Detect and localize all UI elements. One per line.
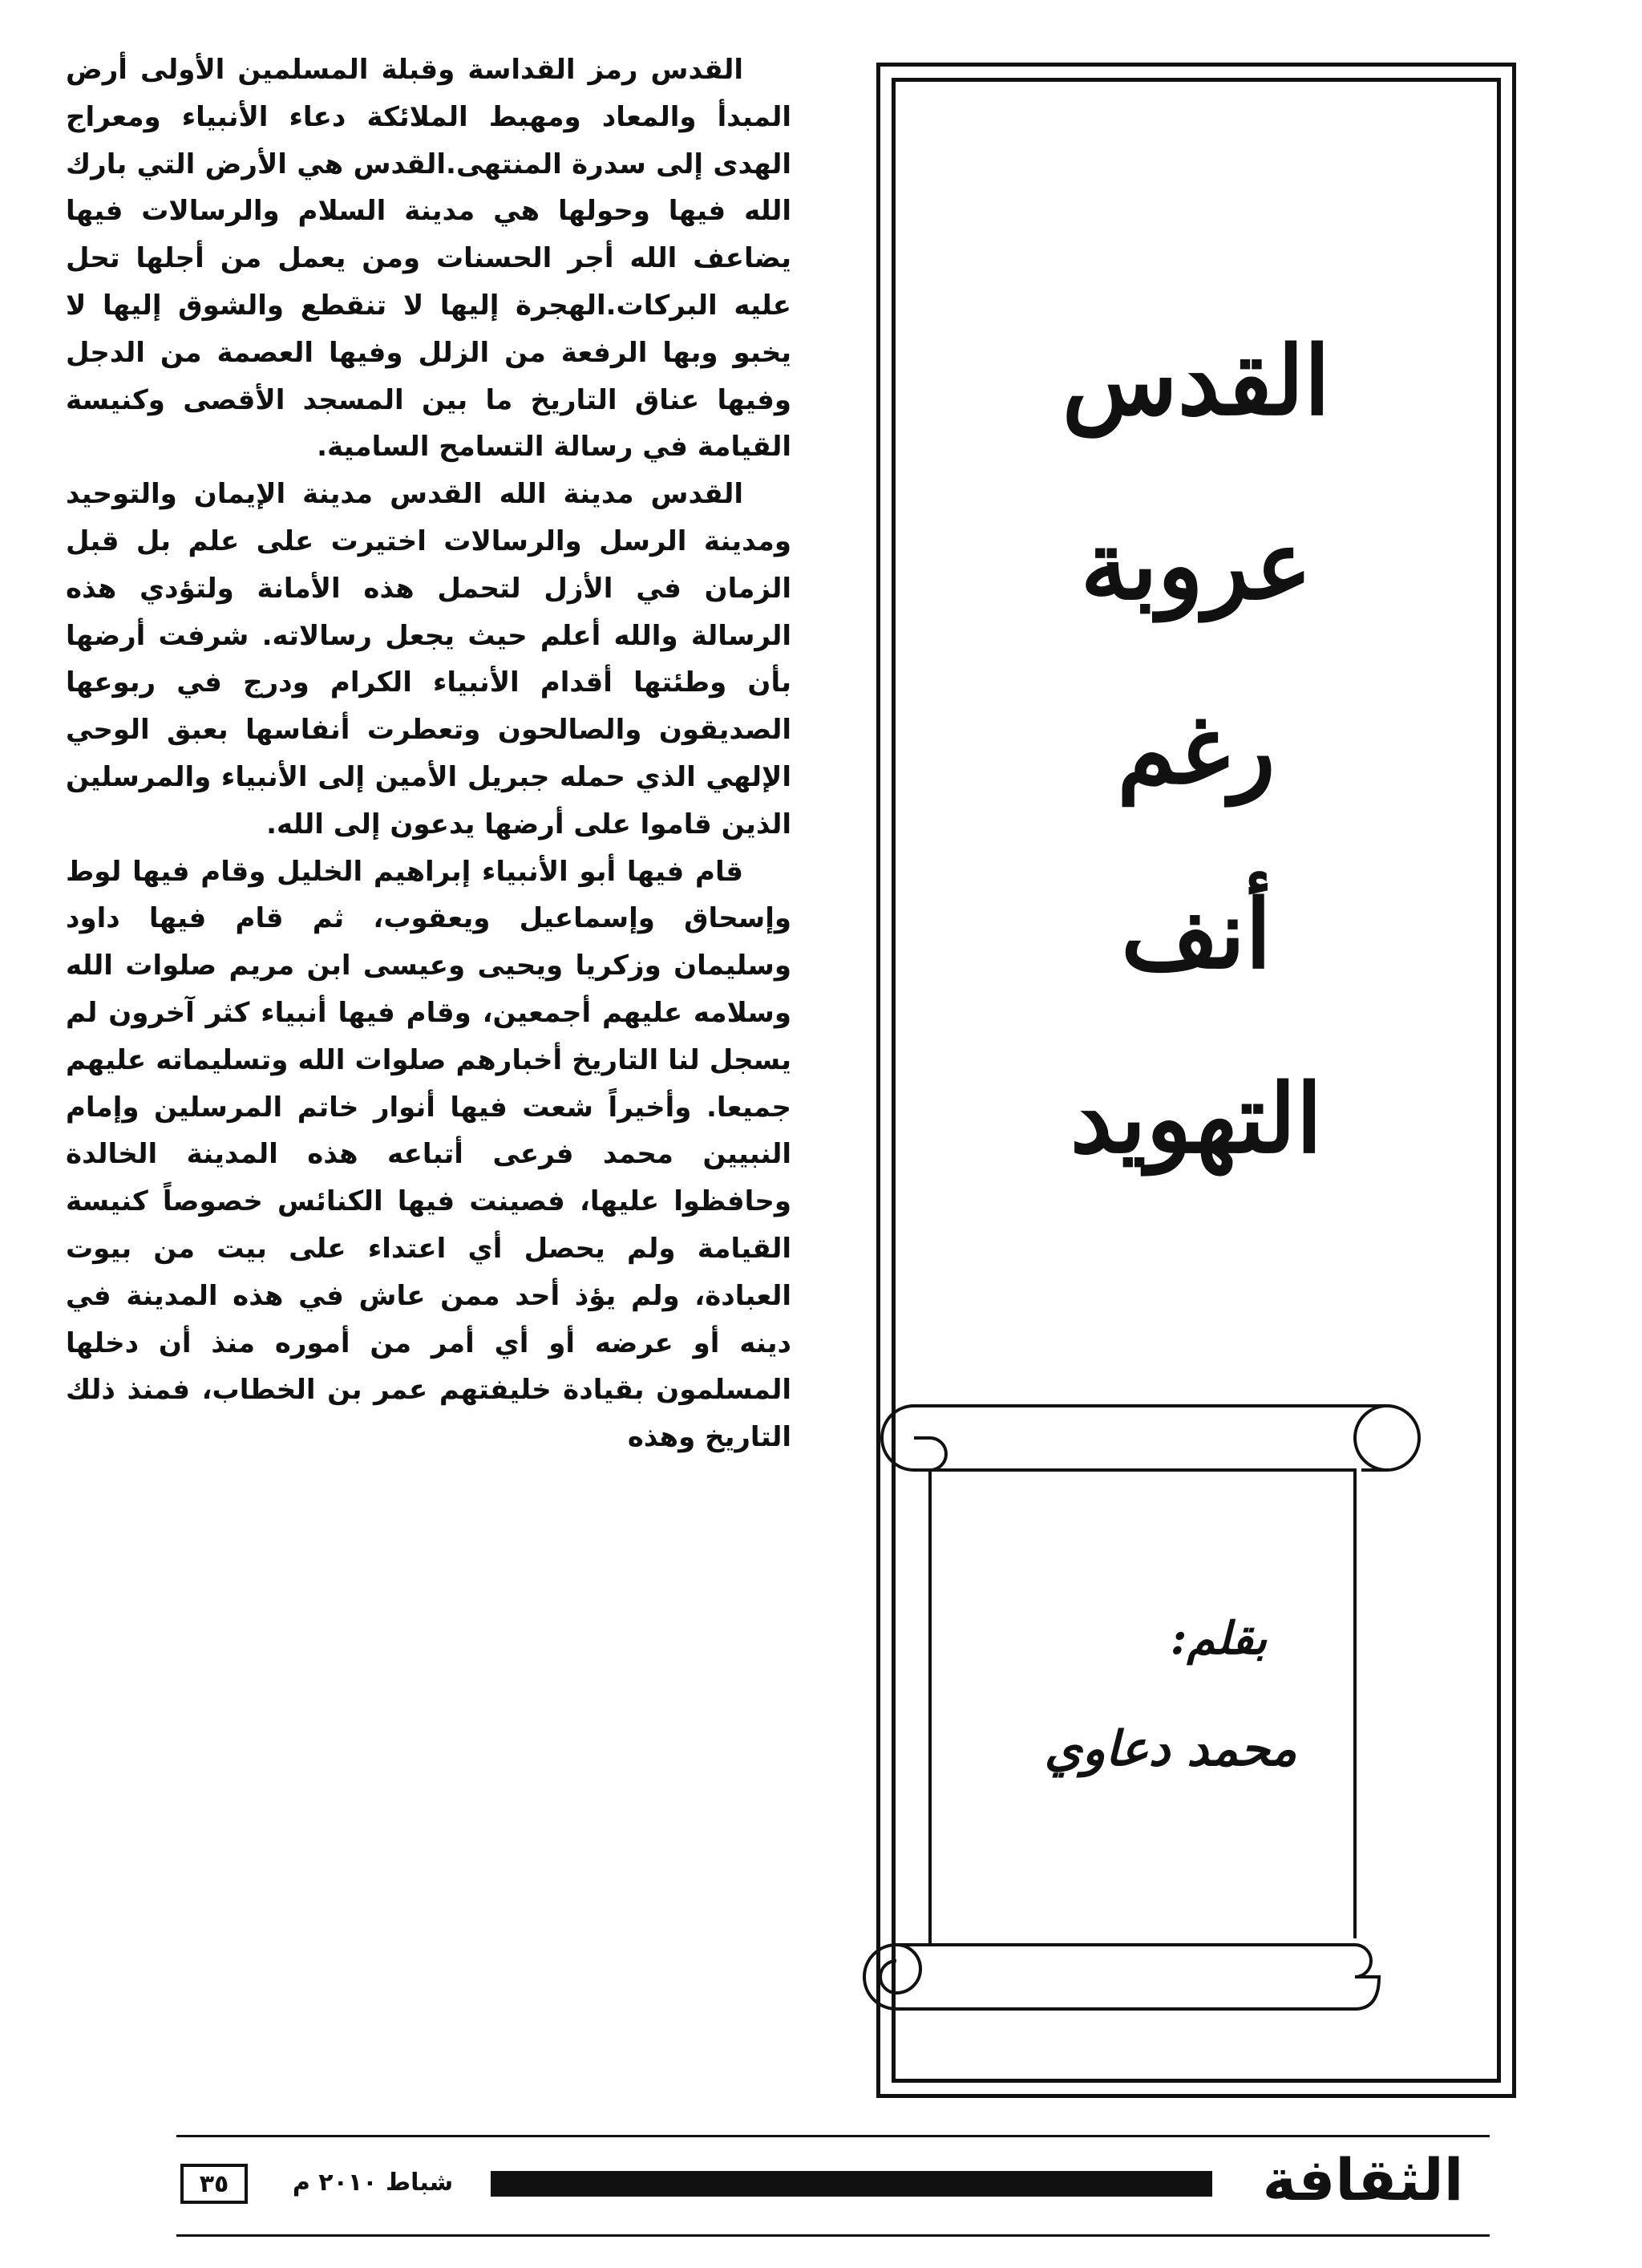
footer-bottom-rule bbox=[176, 2234, 1490, 2237]
title-word-3: رغم bbox=[1117, 694, 1276, 805]
article-body bbox=[66, 47, 791, 1461]
article-paragraph-1: القدس رمز القداسة وقبلة المسلمين الأولى أرض المبدأ والمعاد ومهبط الملائكة دعاء الأنبياء ومعراج الهدى إلى سدرة المنتهى.القدس هي الأرض التي بارك الله فيها وحولها هي مدينة السلام والرسالات فيها يضاعف الله أجر الحسنات ومن يعمل من أجلها تحل عليه البركات.الهجرة إليها لا تنقطع والشوق إليها لا يخبو وبها الرفعة من الزلل وفيها العصمة من الدجل وفيها عناق التاريخ ما بين المسجد الأقصى وكنيسة القيامة في رسالة التسامح السامية. bbox=[66, 54, 791, 464]
magazine-logo: الثقافة bbox=[1262, 2146, 1464, 2213]
article-title bbox=[876, 289, 1516, 1211]
author-name: محمد دعاوي bbox=[1044, 1721, 1297, 1777]
title-word-4: أنف bbox=[1121, 878, 1272, 990]
footer-black-bar bbox=[491, 2171, 1212, 2197]
issue-date: شباط ٢٠١٠ م bbox=[292, 2169, 454, 2197]
page-number: ٣٥ bbox=[180, 2164, 248, 2204]
title-word-2: عروبة bbox=[1080, 509, 1312, 621]
article-paragraph-3: قام فيها أبو الأنبياء إبراهيم الخليل وقام فيها لوط وإسحاق وإسماعيل ويعقوب، ثم قام فيها داود وسليمان وزكريا ويحيى وعيسى ابن مريم صلوات الله وسلامه عليهم أجمعين، وقام فيها أنبياء كثر آخرون لم يسجل لنا التاريخ أخبارهم صلوات الله وتسليماته عليهم جميعا. وأخيراً شعت فيها أنوار خاتم المرسلين وإمام النبيين محمد فرعى أتباعه هذه المدينة الخالدة وحافظوا عليها، فصينت فيها الكنائس خصوصاً كنيسة القيامة ولم يحصل أي اعتداء على بيت من بيوت العبادة، ولم يؤذ أحد ممن عاش في هذه المدينة في دينه أو عرضه أو أي أمر من أموره منذ أن دخلها المسلمون بقيادة خليفتهم عمر بن الخطاب، فمنذ ذلك التاريخ وهذه bbox=[66, 855, 791, 1454]
article-paragraph-2: القدس مدينة الله القدس مدينة الإيمان والتوحيد ومدينة الرسل والرسالات اختيرت على علم بل قبل الزمان في الأزل لتحمل هذه الأمانة ولتؤدي هذه الرسالة والله أعلم حيث يجعل رسالاته. شرفت أرضها بأن وطئتها أقدام الأنبياء الكرام ودرج في ربوعها الصديقون والصالحون وتعطرت أنفاسها بعبق الوحي الإلهي الذي حمله جبريل الأمين إلى الأنبياء والمرسلين الذين قاموا على أرضها يدعون إلى الله. bbox=[66, 478, 791, 840]
title-word-1: القدس bbox=[1062, 325, 1331, 436]
footer-top-rule bbox=[176, 2135, 1490, 2137]
byline bbox=[946, 1612, 1395, 1777]
byline-label: بقلم: bbox=[1170, 1612, 1268, 1665]
title-word-5: التهويد bbox=[1070, 1063, 1323, 1174]
